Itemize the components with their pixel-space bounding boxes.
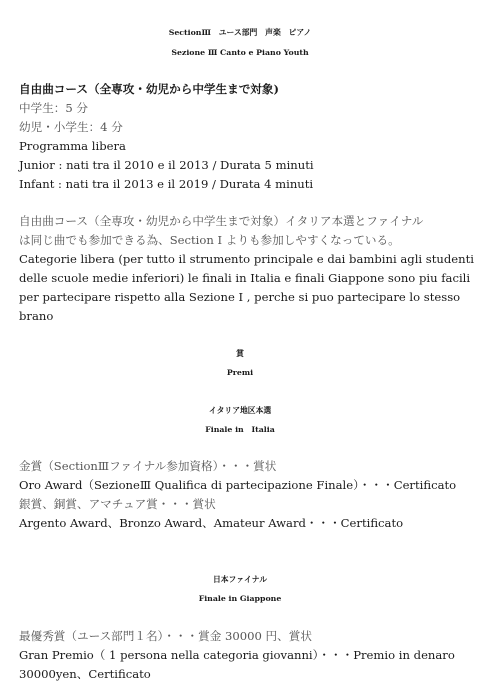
prizes-heading-it: Premi <box>226 368 254 377</box>
italy-award-line: 金賞（SectionⅢファイナル参加資格）・・・賞状 <box>19 459 277 473</box>
section-title-jp: SectionⅢ ユース部門 声楽 ピアノ <box>168 28 312 37</box>
italy-award-line: Argento Award、Bronzo Award、Amateur Award・・・Certificato <box>19 516 404 530</box>
course-line: 幼児・小学生：4 分 <box>19 120 123 134</box>
description-line: brano <box>19 309 54 323</box>
description-line: Categorie libera (per tutto il strumento principale e dai bambini agli studenti <box>19 252 474 266</box>
description-line: per partecipare rispetto alla Sezione I , perche si puo partecipare lo stesso <box>19 290 461 304</box>
italy-heading-it: Finale in Italia <box>205 425 275 434</box>
course-line: Programma libera <box>19 139 126 153</box>
course-line: Junior : nati tra il 2010 e il 2013 / Durata 5 minuti <box>19 158 314 172</box>
course-line: 中学生：5 分 <box>19 101 89 115</box>
japan-award-line: Gran Premio（ 1 persona nella categoria giovanni）・・・Premio in denaro <box>19 648 455 662</box>
description-line: delle scuole medie inferiori) le finali in Italia e finali Giappone sono piu facili <box>19 271 471 285</box>
italy-award-line: Oro Award（SezioneⅢ Qualifica di partecipazione Finale）・・・Certificato <box>19 478 457 492</box>
italy-award-line: 銀賞、銅賞、アマチュア賞・・・賞状 <box>19 497 216 511</box>
course-title: 自由曲コース（全専攻・幼児から中学生まで対象) <box>19 82 279 96</box>
prizes-heading-jp: 賞 <box>236 349 244 358</box>
description-line: 自由曲コース（全専攻・幼児から中学生まで対象）イタリア本選とファイナル <box>19 214 424 228</box>
italy-heading-jp: イタリア地区本選 <box>208 406 272 415</box>
course-line: Infant : nati tra il 2013 e il 2019 / Durata 4 minuti <box>19 177 314 191</box>
japan-award-line: 30000yen、Certificato <box>19 667 151 681</box>
description-line: は同じ曲でも参加できる為、Section I よりも参加しやすくなっている。 <box>19 233 400 247</box>
section-title-it: Sezione Ⅲ Canto e Piano Youth <box>171 48 309 57</box>
japan-heading-jp: 日本ファイナル <box>212 575 268 584</box>
japan-heading-it: Finale in Giappone <box>198 594 282 603</box>
japan-award-line: 最優秀賞（ユース部門１名）・・・賞金 30000 円、賞状 <box>19 629 312 643</box>
